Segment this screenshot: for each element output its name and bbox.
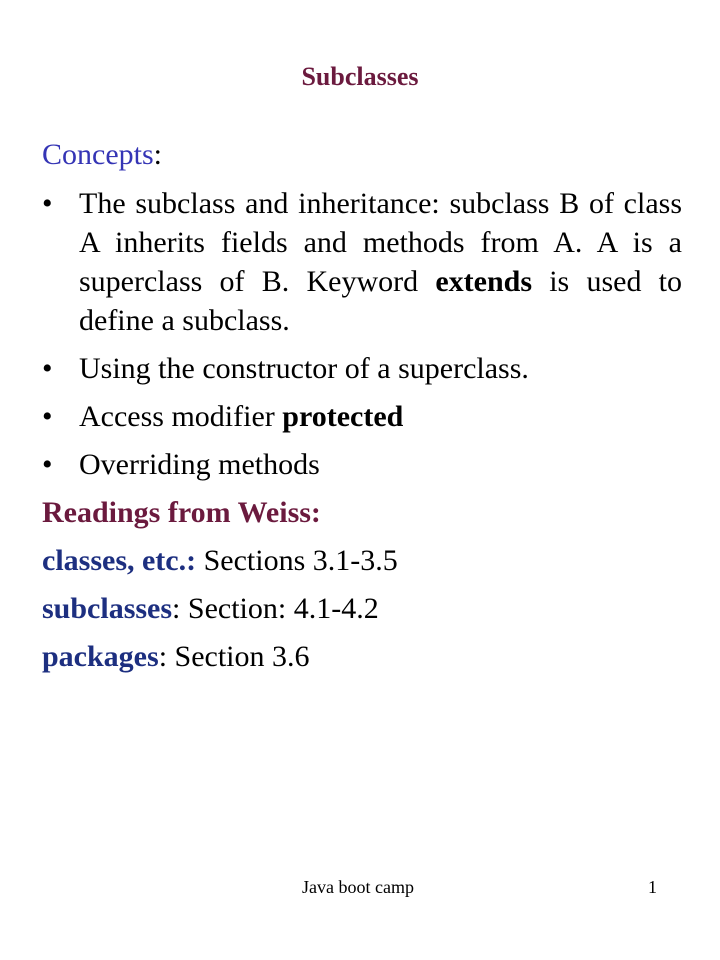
page-number: 1 — [648, 877, 657, 897]
concepts-colon: : — [153, 138, 162, 171]
footer-title: Java boot camp — [302, 877, 414, 897]
bullet-icon: • — [42, 400, 53, 433]
readings-heading: Readings from Weiss: — [42, 496, 321, 529]
reference-text: : Section 3.6 — [158, 640, 310, 673]
bullet-text: Using the constructor of a superclass. — [79, 352, 529, 385]
bullet-text: Access modifier — [79, 400, 283, 433]
bullet-text: The subclass and inheritance: subclass B of class A inherits fields and methods from A. A is a superclass of B. Keyword — [79, 187, 682, 298]
keyword-protected: protected — [282, 400, 404, 433]
reference-text: Sections 3.1-3.5 — [196, 544, 398, 577]
list-item — [42, 397, 682, 436]
bullet-icon: • — [42, 352, 53, 385]
slide-title: Subclasses — [301, 62, 419, 91]
list-item — [42, 349, 682, 388]
reference-text: : Section: 4.1-4.2 — [172, 592, 379, 625]
list-item — [42, 445, 682, 484]
bullet-icon: • — [42, 448, 53, 481]
reference-label: classes, etc.: — [42, 544, 197, 577]
reference-line — [42, 589, 682, 628]
list-item — [42, 184, 682, 340]
reference-line — [42, 637, 682, 676]
concept-list — [42, 184, 682, 484]
bullet-text-end: is used to define a subclass. — [79, 265, 682, 337]
keyword-extends: extends — [435, 265, 532, 298]
slide-body — [42, 135, 682, 676]
bullet-text: Overriding methods — [79, 448, 320, 481]
concepts-label: Concepts — [42, 138, 154, 171]
bullet-icon: • — [42, 187, 53, 220]
reference-label: subclasses — [42, 592, 173, 625]
reference-label: packages — [42, 640, 159, 673]
concepts-heading — [42, 135, 682, 174]
reference-line — [42, 541, 682, 580]
